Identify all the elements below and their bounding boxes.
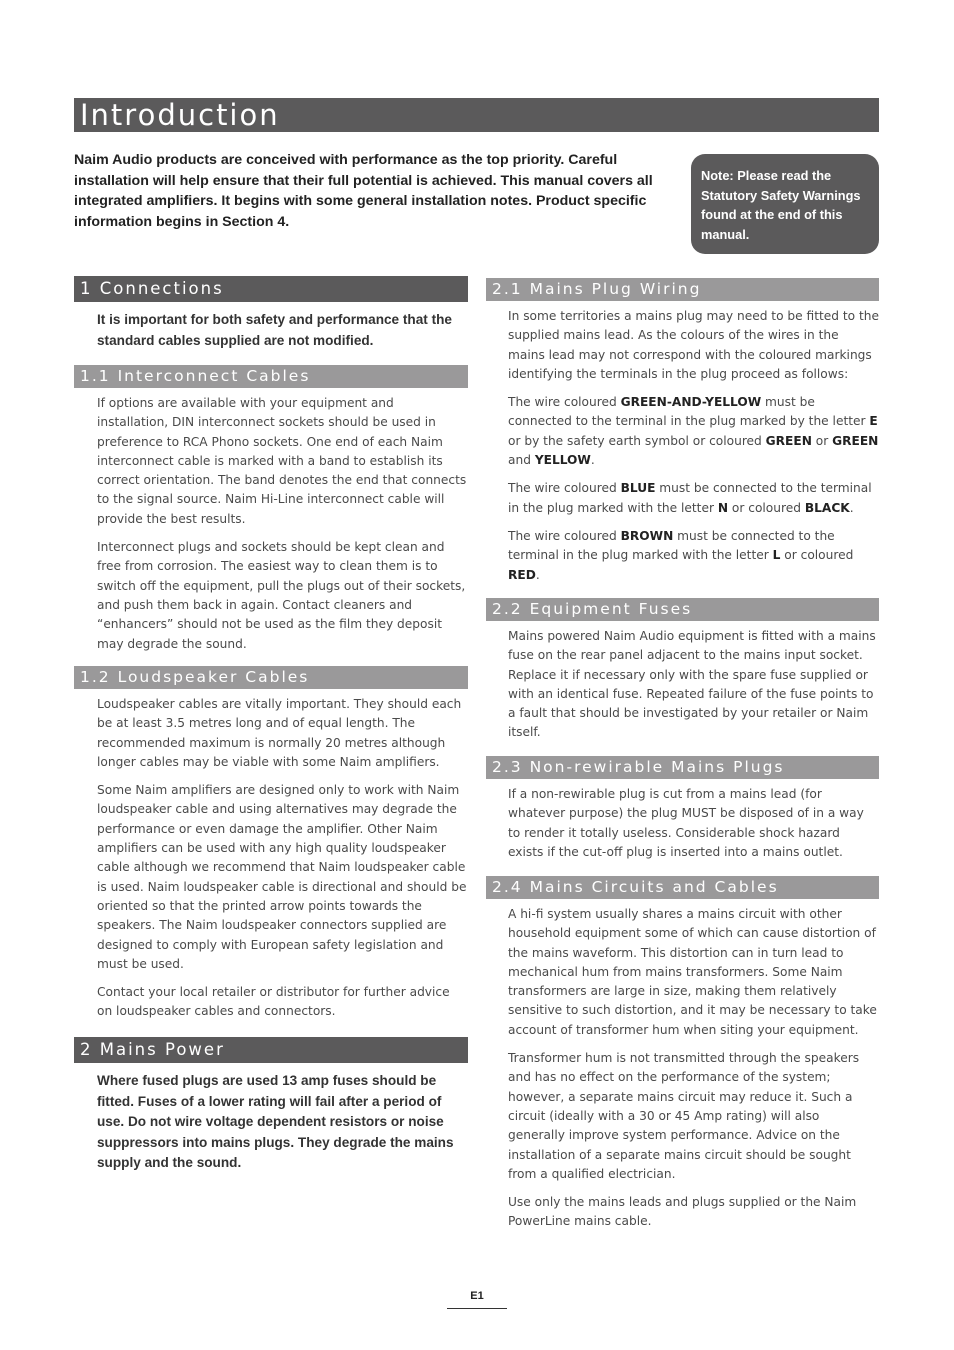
loudspeaker-paragraph-2: Some Naim amplifiers are designed only to work with Naim loudspeaker cable and using alternatives may degrade the performance or even damage the amplifier. Other Naim amplifiers can be used with any high quality loudspeaker cable although we recommend that Naim loudspeaker cable is used. Naim loudspeaker cable is directional and should be oriented so that the printed arrow points towards the speakers. The Naim loudspeaker connectors supplied are designed to comply with European safety legislation and must be used. — [97, 783, 467, 971]
loudspeaker-paragraph-3: Contact your local retailer or distributor for further advice on loudspeaker cables and connectors. — [97, 985, 450, 1019]
non-rewirable-paragraph: If a non-rewirable plug is cut from a mains lead (for whatever purpose) the plug MUST be disposed of in a way to render it totally useless. Considerable shock hazard exists if the cut-off plug is inserted into a mains outlet. — [508, 787, 864, 859]
section-heading-interconnect-cables: 1.1 Interconnect Cables — [74, 365, 468, 388]
mains-power-intro-text: Where fused plugs are used 13 amp fuses should be fitted. Fuses of a lower rating will fail after a period of use. Do not wire voltage dependent resistors or noise suppressors into mains plugs. They degrade the mains supply and the sound. — [97, 1073, 454, 1171]
section-heading-connections: 1 Connections — [74, 276, 468, 302]
interconnect-paragraph-1: If options are available with your equipment and installation, DIN interconnect sockets should be used in preference to RCA Phono sockets. One end of each Naim interconnect cable is marked with a band to establish its correct orientation. The band denotes the end that connects to the signal source. Naim Hi-Line interconnect cable will provide the best results. — [97, 396, 467, 526]
safety-note-callout: Note: Please read the Statutory Safety Warnings found at the end of this manual. — [691, 154, 879, 254]
connections-intro-text: It is important for both safety and performance that the standard cables supplied are not modified. — [97, 312, 452, 348]
page-title: Introduction — [74, 98, 879, 132]
mains-circuits-paragraph-3: Use only the mains leads and plugs supplied or the Naim PowerLine mains cable. — [508, 1195, 857, 1229]
intro-paragraph: Naim Audio products are conceived with performance as the top priority. Careful installation will help ensure that their full potential is achieved. This manual covers all integrated amplifiers. It begins with some general installation notes. Product specific information begins in Section 4. — [74, 152, 653, 230]
mains-plug-wiring-body — [508, 307, 879, 594]
interconnect-paragraph-2: Interconnect plugs and sockets should be kept clean and free from corrosion. The easiest way to clean them is to switch off the equipment, pull the plugs out of their sockets, and push them back in again. Contact cleaners and “enhancers” should not be used as the film they deposit may degrade the sound. — [97, 540, 466, 651]
loudspeaker-paragraph-1: Loudspeaker cables are vitally important. They should each be at least 3.5 metres long and of equal length. The recommended maximum is normally 20 metres although longer cables may be viable with some Naim amplifiers. — [97, 697, 462, 769]
interconnect-cables-body — [97, 394, 468, 663]
section-heading-mains-circuits: 2.4 Mains Circuits and Cables — [486, 876, 879, 899]
mains-circuits-paragraph-2: Transformer hum is not transmitted through the speakers and has no effect on the performance of the system; however, a separate mains circuit may reduce it. Such a circuit (ideally with a 30 or 45 Amp rating) will also generally improve system performance. Advice on the installation of a separate mains circuit should be sought from a qualified electrician. — [508, 1051, 860, 1181]
loudspeaker-cables-body — [97, 695, 468, 1031]
section-heading-loudspeaker-cables: 1.2 Loudspeaker Cables — [74, 666, 468, 689]
non-rewirable-plugs-body — [508, 785, 879, 871]
mains-circuits-body — [508, 905, 879, 1241]
section-heading-mains-plug-wiring: 2.1 Mains Plug Wiring — [486, 278, 879, 301]
wire-blue-paragraph: The wire coloured BLUE must be connected to the terminal in the plug marked with the letter N or coloured BLACK. — [508, 481, 872, 515]
connections-intro — [97, 310, 468, 360]
mains-circuits-paragraph-1: A hi-fi system usually shares a mains circuit with other household equipment some of which can cause distortion of the mains waveform. This distortion can in turn lead to mechanical hum from mains transformers. Some Naim transformers are large in size, making them relatively sensitive to such distortion, and it may be necessary to take account of transformer hum when siting your equipment. — [508, 907, 877, 1037]
wire-green-yellow-paragraph: The wire coloured GREEN-AND-YELLOW must be connected to the terminal in the plug marked by the letter E or by the safety earth symbol or coloured GREEN or GREEN and YELLOW. — [508, 395, 879, 468]
mains-power-intro — [97, 1071, 468, 1183]
equipment-fuses-paragraph: Mains powered Naim Audio equipment is fitted with a mains fuse on the rear panel adjacent to the mains input socket. Replace it if necessary only with the spare fuse supplied or with an identical fuse. Repeated failure of the fuse points to a fault that should be investigated by your retailer or Naim itself. — [508, 629, 876, 740]
mains-plug-paragraph-1: In some territories a mains plug may need to be fitted to the supplied mains lead. As the colours of the wires in the mains lead may not correspond with the coloured markings identifying the terminals in the plug proceed as follows: — [508, 309, 879, 381]
wire-brown-paragraph: The wire coloured BROWN must be connected to the terminal in the plug marked with the letter L or coloured RED. — [508, 528, 854, 582]
page-number: E1 — [447, 1288, 507, 1309]
section-heading-mains-power: 2 Mains Power — [74, 1037, 468, 1063]
equipment-fuses-body — [508, 627, 879, 752]
section-heading-equipment-fuses: 2.2 Equipment Fuses — [486, 598, 879, 621]
section-heading-non-rewirable-plugs: 2.3 Non-rewirable Mains Plugs — [486, 756, 879, 779]
